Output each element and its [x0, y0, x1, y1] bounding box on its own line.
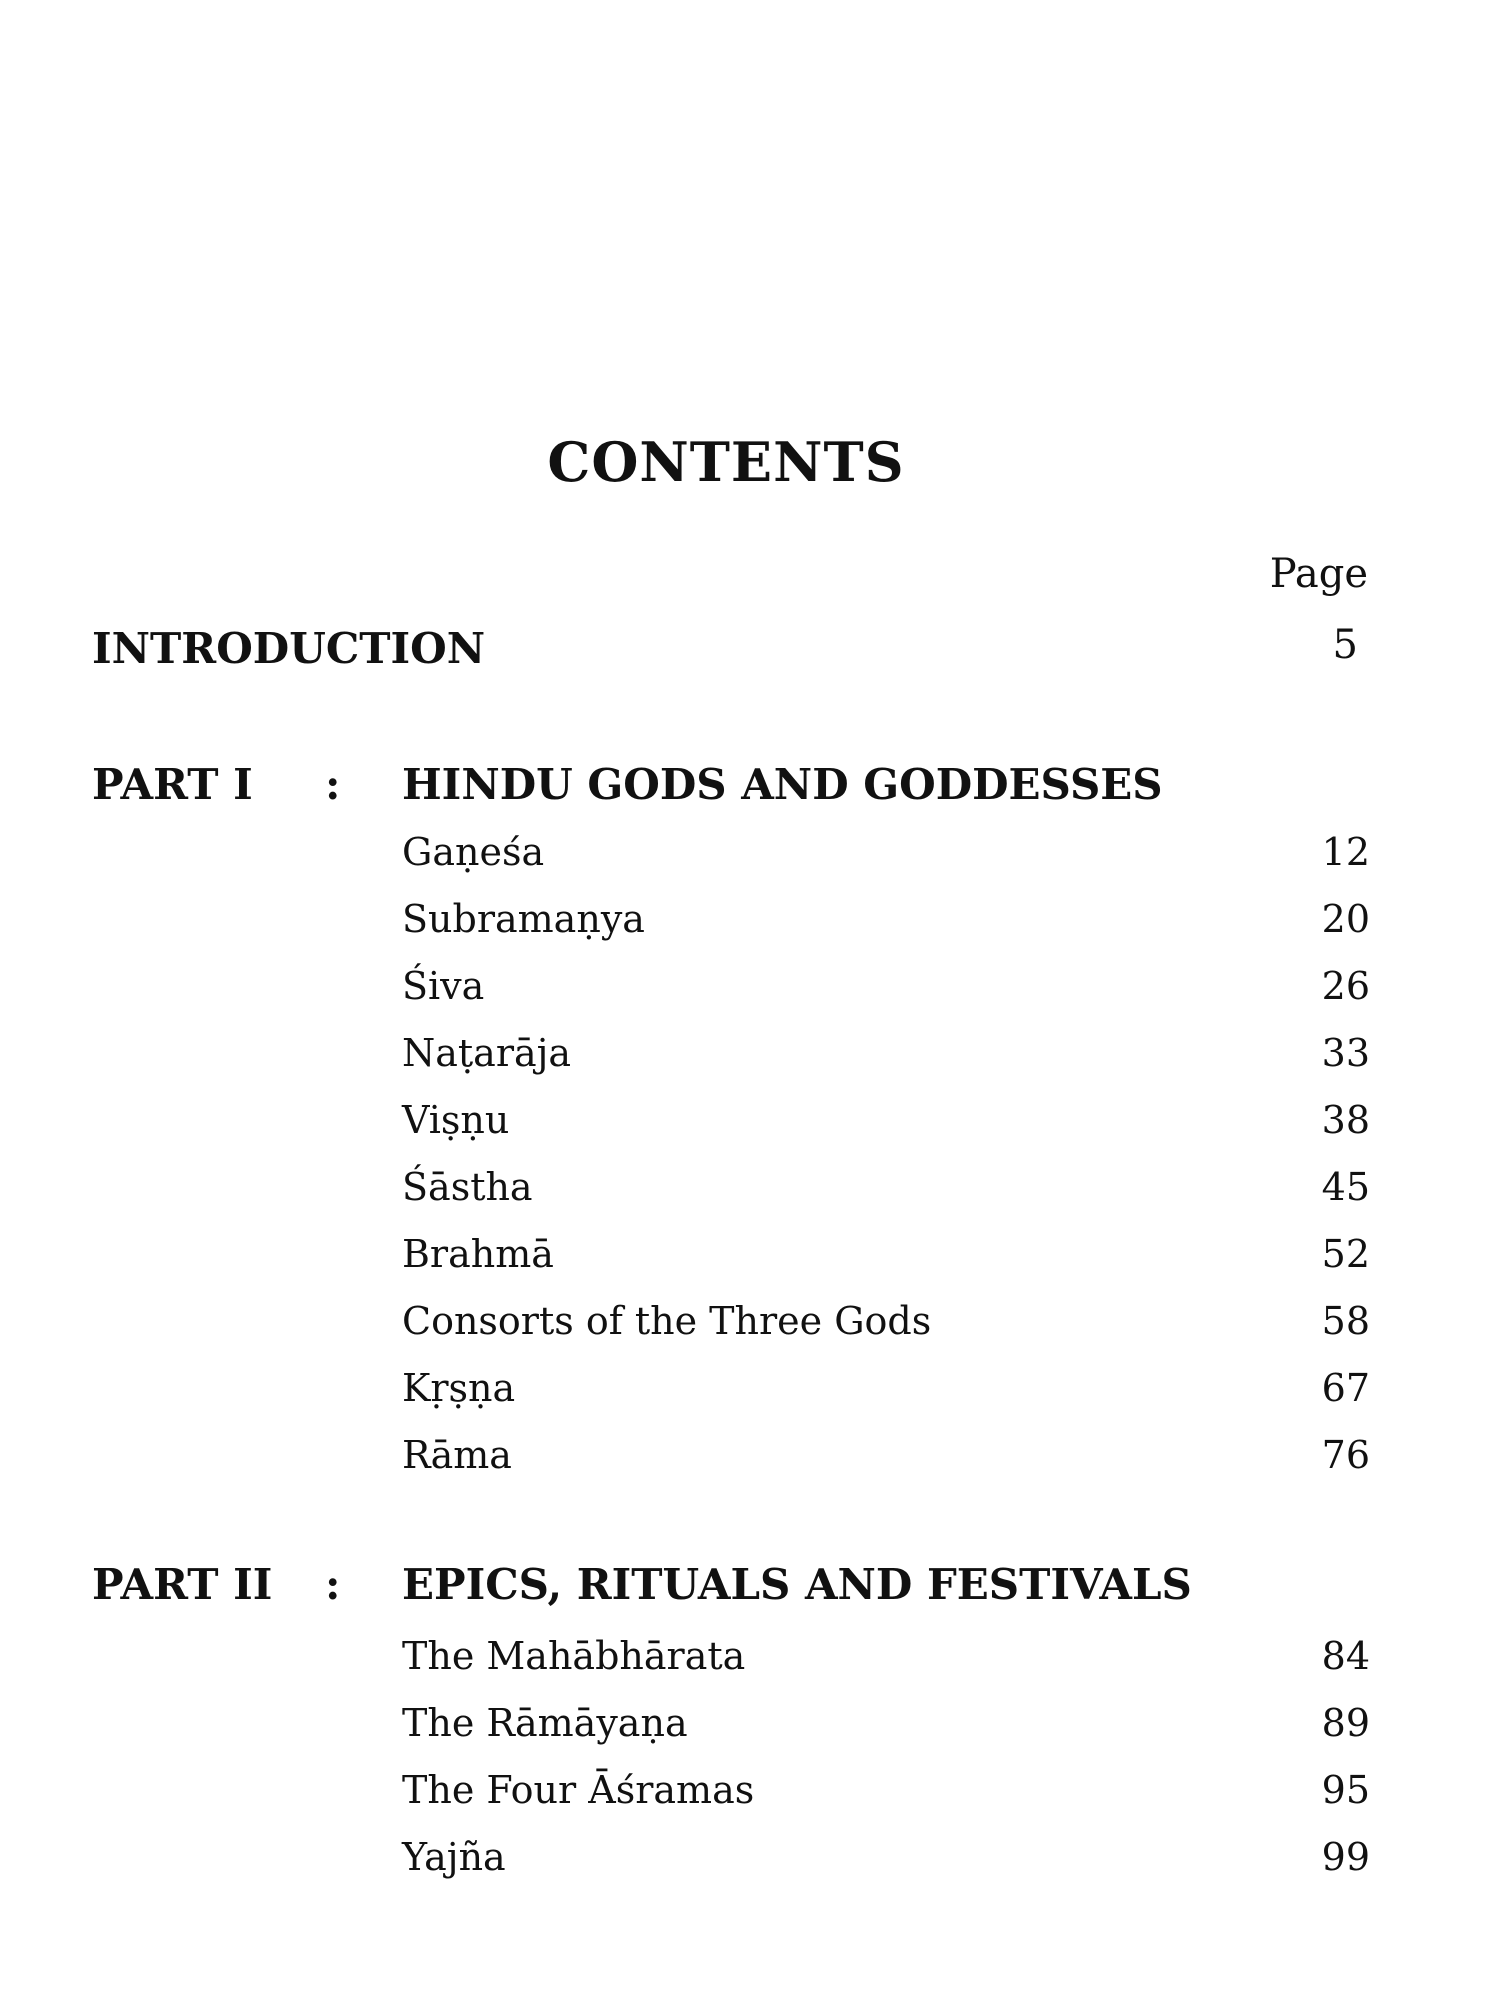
toc-entry-title: Śiva	[402, 964, 485, 1008]
toc-entry-page: 58	[1321, 1299, 1370, 1343]
part-label: PART I	[92, 760, 253, 809]
toc-entry[interactable]	[402, 1366, 1370, 1418]
page-title: CONTENTS	[547, 430, 905, 494]
toc-entry[interactable]	[402, 1232, 1370, 1284]
part-colon: :	[325, 1560, 341, 1609]
toc-entry-title: The Four Āśramas	[402, 1768, 755, 1812]
toc-entry-page: 33	[1321, 1031, 1370, 1075]
toc-entry-page: 38	[1321, 1098, 1370, 1142]
toc-entry[interactable]	[402, 1701, 1370, 1753]
toc-entry-page: 26	[1321, 964, 1370, 1008]
part-heading: HINDU GODS AND GODDESSES	[402, 760, 1163, 809]
toc-entry[interactable]	[402, 1165, 1370, 1217]
toc-entry[interactable]	[402, 1098, 1370, 1150]
introduction-label: INTRODUCTION	[92, 624, 486, 673]
toc-entry[interactable]	[402, 1299, 1370, 1351]
toc-entry-page: 84	[1321, 1634, 1370, 1678]
toc-entry-page: 99	[1321, 1835, 1370, 1879]
toc-entry-title: Yajña	[402, 1835, 506, 1879]
part-label: PART II	[92, 1560, 273, 1609]
toc-entry-title: Viṣṇu	[402, 1098, 510, 1142]
toc-entry-title: The Mahābhārata	[402, 1634, 746, 1678]
toc-entry-title: Gaṇeśa	[402, 830, 545, 874]
part-colon: :	[325, 760, 341, 809]
toc-entry-title: Consorts of the Three Gods	[402, 1299, 932, 1343]
toc-entry-title: Kṛṣṇa	[402, 1366, 516, 1410]
page-column-label: Page	[1269, 551, 1368, 597]
toc-entry-page: 67	[1321, 1366, 1370, 1410]
toc-entry[interactable]	[402, 1768, 1370, 1820]
toc-entry[interactable]	[402, 1433, 1370, 1485]
toc-entry-page: 52	[1321, 1232, 1370, 1276]
toc-entry-title: Naṭarāja	[402, 1031, 572, 1075]
toc-entry[interactable]	[402, 1634, 1370, 1686]
toc-entry[interactable]	[402, 830, 1370, 882]
toc-entry-title: Brahmā	[402, 1232, 554, 1276]
part-heading: EPICS, RITUALS AND FESTIVALS	[402, 1560, 1192, 1609]
introduction-page-number: 5	[1332, 622, 1358, 668]
toc-entry-title: Rāma	[402, 1433, 512, 1477]
toc-entry-page: 45	[1321, 1165, 1370, 1209]
toc-entry-page: 20	[1321, 897, 1370, 941]
toc-entry-page: 89	[1321, 1701, 1370, 1745]
toc-entry[interactable]	[402, 1835, 1370, 1887]
toc-entry-title: Śāstha	[402, 1165, 533, 1209]
toc-entry-page: 12	[1321, 830, 1370, 874]
toc-entry-page: 76	[1321, 1433, 1370, 1477]
toc-entry[interactable]	[402, 964, 1370, 1016]
toc-entry-title: Subramaṇya	[402, 897, 645, 941]
toc-entry-page: 95	[1321, 1768, 1370, 1812]
toc-entry[interactable]	[402, 1031, 1370, 1083]
toc-entry[interactable]	[402, 897, 1370, 949]
toc-entry-title: The Rāmāyaṇa	[402, 1701, 688, 1745]
